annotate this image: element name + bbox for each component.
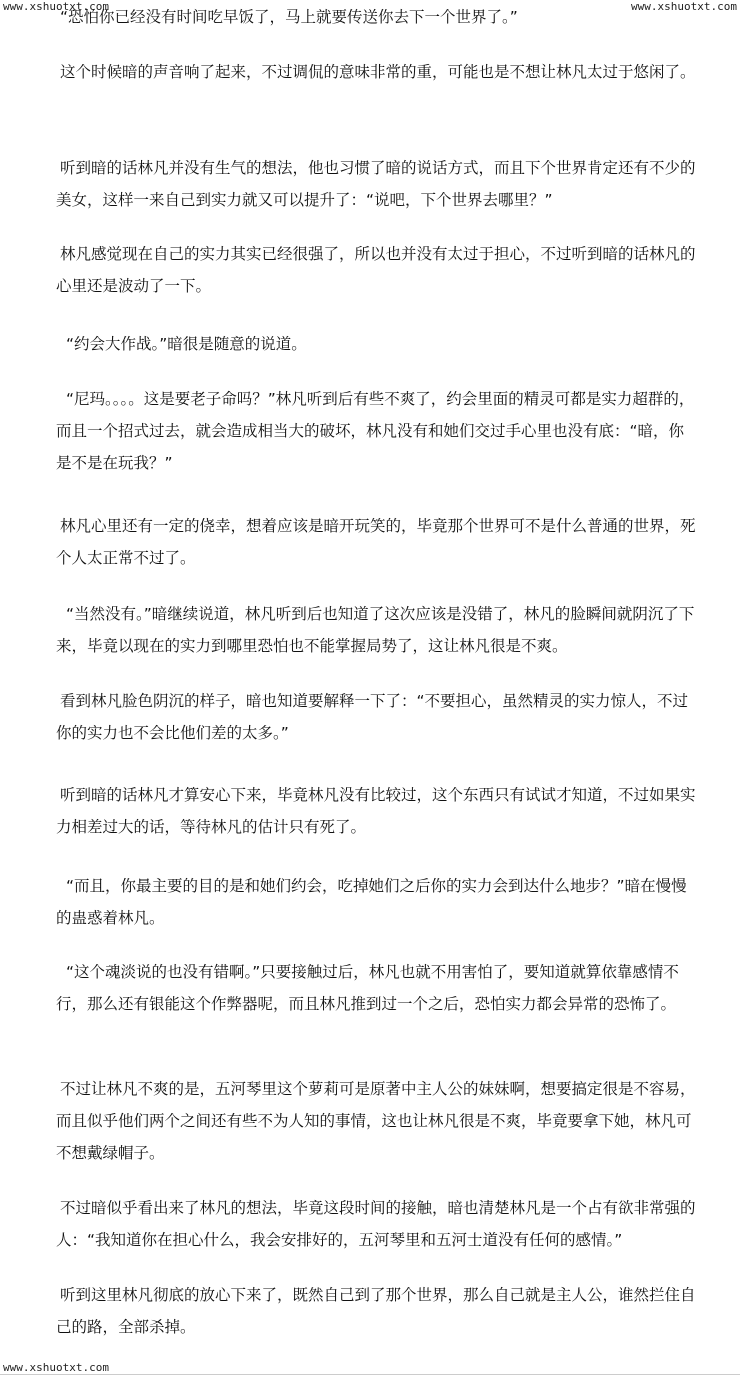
paragraph-7: 林凡心里还有一定的侥幸，想着应该是暗开玩笑的，毕竟那个世界可不是什么普通的世界，死个人太正常不过了。 <box>56 517 696 567</box>
page-bottom-divider <box>0 1374 740 1375</box>
paragraph-3: 听到暗的话林凡并没有生气的想法，他也习惯了暗的说话方式，而且下个世界肯定还有不少的美女，这样一来自己到实力就又可以提升了：“说吧，下个世界去哪里？” <box>56 159 696 209</box>
paragraph-1: “恐怕你已经没有时间吃早饭了，马上就要传送你去下一个世界了。” <box>60 8 518 26</box>
paragraph-13: 不过让林凡不爽的是，五河琴里这个萝莉可是原著中主人公的妹妹啊，想要搞定很是不容易，而且似乎他们两个之间还有些不为人知的事情，这也让林凡很是不爽，毕竟要拿下她，林凡可不想戴绿帽子。 <box>56 1080 696 1162</box>
paragraph-15: 听到这里林凡彻底的放心下来了，既然自己到了那个世界，那么自己就是主人公，谁然拦住自己的路，全部杀掉。 <box>56 1286 696 1336</box>
paragraph-5: “约会大作战。”暗很是随意的说道。 <box>66 335 307 353</box>
paragraph-8: “当然没有。”暗继续说道，林凡听到后也知道了这次应该是没错了，林凡的脸瞬间就阴沉了下来，毕竟以现在的实力到哪里恐怕也不能掌握局势了，这让林凡很是不爽。 <box>56 605 695 655</box>
paragraph-6: “尼玛。。。。这是要老子命吗？”林凡听到后有些不爽了，约会里面的精灵可都是实力超群的，而且一个招式过去，就会造成相当大的破坏，林凡没有和她们交过手心里也没有底：“暗，你是不是在玩我？” <box>56 390 695 472</box>
paragraph-14: 不过暗似乎看出来了林凡的想法，毕竟这段时间的接触，暗也清楚林凡是一个占有欲非常强的人：“我知道你在担心什么，我会安排好的，五河琴里和五河士道没有任何的感情。” <box>56 1199 696 1249</box>
watermark-top-right: www.xshuotxt.com <box>631 0 737 13</box>
paragraph-11: “而且，你最主要的目的是和她们约会，吃掉她们之后你的实力会到达什么地步？”暗在慢慢的蛊惑着林凡。 <box>56 877 687 927</box>
paragraph-4: 林凡感觉现在自己的实力其实已经很强了，所以也并没有太过于担心，不过听到暗的话林凡的心里还是波动了一下。 <box>56 245 696 295</box>
paragraph-12: “这个魂淡说的也没有错啊。”只要接触过后，林凡也就不用害怕了，要知道就算依靠感情不行，那么还有银能这个作弊器呢，而且林凡推到过一个之后，恐怕实力都会异常的恐怖了。 <box>56 963 679 1013</box>
paragraph-9: 看到林凡脸色阴沉的样子，暗也知道要解释一下了：“不要担心，虽然精灵的实力惊人，不过你的实力也不会比他们差的太多。” <box>56 692 689 742</box>
watermark-top-left: www.xshuotxt.com <box>3 0 109 13</box>
paragraph-2: 这个时候暗的声音响了起来，不过调侃的意味非常的重，可能也是不想让林凡太过于悠闲了。 <box>60 63 696 81</box>
watermark-bottom-left: www.xshuotxt.com <box>3 1361 109 1374</box>
paragraph-10: 听到暗的话林凡才算安心下来，毕竟林凡没有比较过，这个东西只有试试才知道，不过如果实力相差过大的话，等待林凡的估计只有死了。 <box>56 786 696 836</box>
